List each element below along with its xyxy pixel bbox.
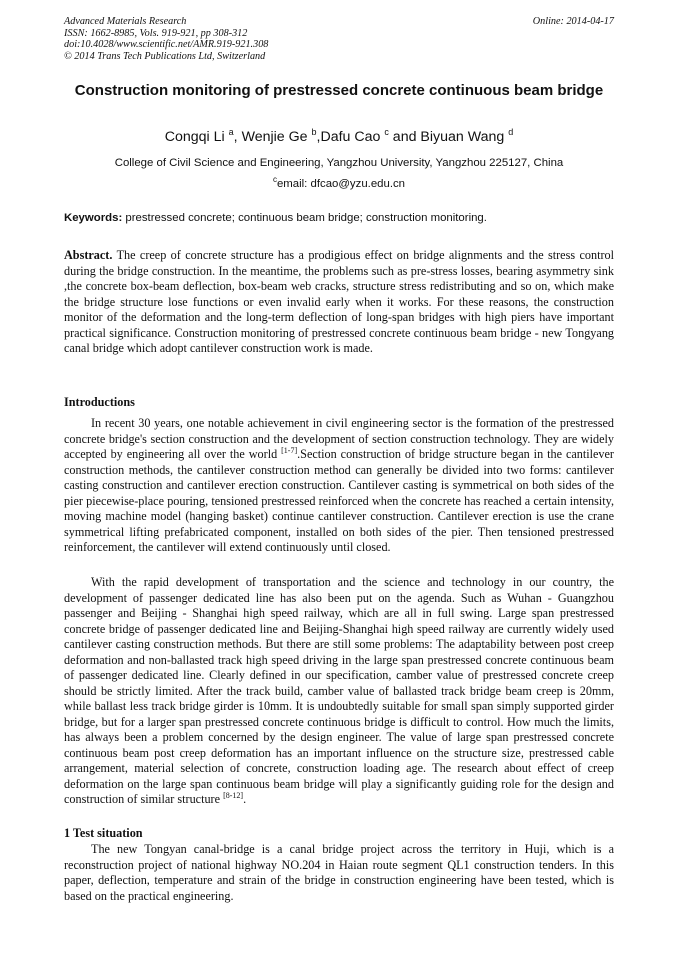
author-name: Congqi Li — [164, 129, 225, 145]
paragraph-text: In recent 30 years, one notable achievement in civil engineering sector is the formation of the prestressed concrete bridge's section construction and the development of section construction technology. They are widely accepted by engineering all over the world — [64, 416, 614, 461]
test-paragraph-1: The new Tongyan canal-bridge is a canal bridge project across the territory in Huji, which is a reconstruction project of national highway NO.204 in Haian route segment QL1 construction tenders. In this paper, deflection, temperature and strain of the bridge in construction engineering have been tested, which is based on the practical engineering. — [64, 842, 614, 903]
section-heading-test-situation: 1 Test situation — [64, 826, 143, 840]
email-mark: c — [272, 175, 277, 184]
keywords-text: prestressed concrete; continuous beam bridge; construction monitoring. — [122, 212, 487, 224]
journal-name: Advanced Materials Research — [64, 16, 187, 27]
section-heading-introductions: Introductions — [64, 395, 135, 409]
journal-header — [64, 16, 614, 62]
citation: [8-12] — [223, 791, 244, 800]
author-mark: a — [228, 127, 234, 137]
intro-paragraph-2 — [64, 575, 614, 808]
author-mark: d — [508, 127, 514, 137]
paper-title: Construction monitoring of prestressed concrete continuous beam bridge — [74, 82, 604, 99]
paragraph-text: . — [243, 792, 247, 806]
author-mark: b — [311, 127, 317, 137]
author-separator: , — [233, 129, 242, 145]
author-name: Biyuan Wang — [420, 129, 505, 145]
intro-paragraph-1 — [64, 416, 614, 556]
citation: [1-7] — [281, 446, 298, 455]
author-list — [64, 128, 614, 146]
author-name: Dafu Cao — [320, 129, 381, 145]
paragraph-text: .Section construction of bridge structure began in the cantilever construction methods, the cantilever construction method can generally be divided into two forms: cantilever casting construction and cantilever erection construction. Cantilever casting is symmetrical on both sides of the pier piecewise-place pouring, tensioned prestressed reinforced when the concrete has reached a certain intensity, moving machine model (hanging basket) continue cantilever construction. Cantilever erection is use the crane symmetrical lifting prefabricated component, installed on both sides of the pier. Then tensioned prestressed reinforcement, the cantilever will extend continuously until closed. — [64, 447, 614, 554]
email-text: email: dfcao@yzu.edu.cn — [276, 178, 406, 190]
paragraph-text: With the rapid development of transportation and the science and technology in our country, the development of passenger dedicated line has also been put on the agenda. Such as Wuhan - Guangzhou passenger and Beijing - Shanghai high speed railway, which are all in full swing. Large span prestressed concrete bridge of passenger dedicated line and Beijing-Shanghai high speed railway are currently widely used cantilever casting construction methods. But there are still some problems: The adaptability between post creep deformation and non-ballasted track high speed driving in the large span prestressed concrete continuous beam of passenger dedicated line. Clearly defined in our specification, camber value of prestressed concrete creep should be strictly limited. After the track build, camber value of ballasted track bridge beam creep is 20mm, while ballast less track bridge girder is 10mm. It is undoubtedly suitable for small span simply supported girder bridge, but for a larger span prestressed concrete continuous bridge is difficult to control. How much the limits, has always been a problem concerned by the design engineer. The value of large span prestressed concrete continuous beam post creep deformation has an important influence on the structure size, prestressed cable arrangement, material selection of concrete, construction loading age. The research about effect of creep deformation on the large span continuous beam bridge will play a significantly guiding role for the design and construction of similar structure — [64, 575, 614, 806]
abstract-text: The creep of concrete structure has a prodigious effect on bridge alignments and the stress control during the bridge construction. In the meantime, the problems such as pre-stress losses, bearing asymmetry sink ,the concrete box-beam deflection, box-beam web cracks, structure stress redistributing and so on, which make the bridge structure lose functions or even invalid early when it works. For these reasons, the construction monitor of the deformation and the long-term deflection of long-span bridges with high piers have important practical significance. Construction monitoring of prestressed concrete continuous beam bridge - new Tongyang canal bridge which adopt cantilever construction work is made. — [64, 248, 614, 355]
copyright-line: © 2014 Trans Tech Publications Ltd, Switzerland — [64, 50, 266, 62]
online-date: Online: 2014-04-17 — [532, 16, 614, 27]
issn-line: ISSN: 1662-8985, Vols. 919-921, pp 308-312 — [64, 27, 248, 39]
keywords — [64, 211, 614, 225]
abstract-label: Abstract. — [64, 248, 113, 262]
author-name: Wenjie Ge — [241, 129, 308, 145]
author-separator: and — [388, 129, 421, 145]
doi-line: doi:10.4028/www.scientific.net/AMR.919-921.308 — [64, 39, 269, 51]
author-separator: , — [316, 129, 321, 145]
abstract — [64, 248, 614, 357]
author-mark: c — [384, 127, 389, 137]
affiliation: College of Civil Science and Engineering, Yangzhou University, Yangzhou 225127, China — [114, 157, 564, 169]
email-line — [64, 177, 614, 191]
keywords-label: Keywords: — [64, 212, 123, 224]
